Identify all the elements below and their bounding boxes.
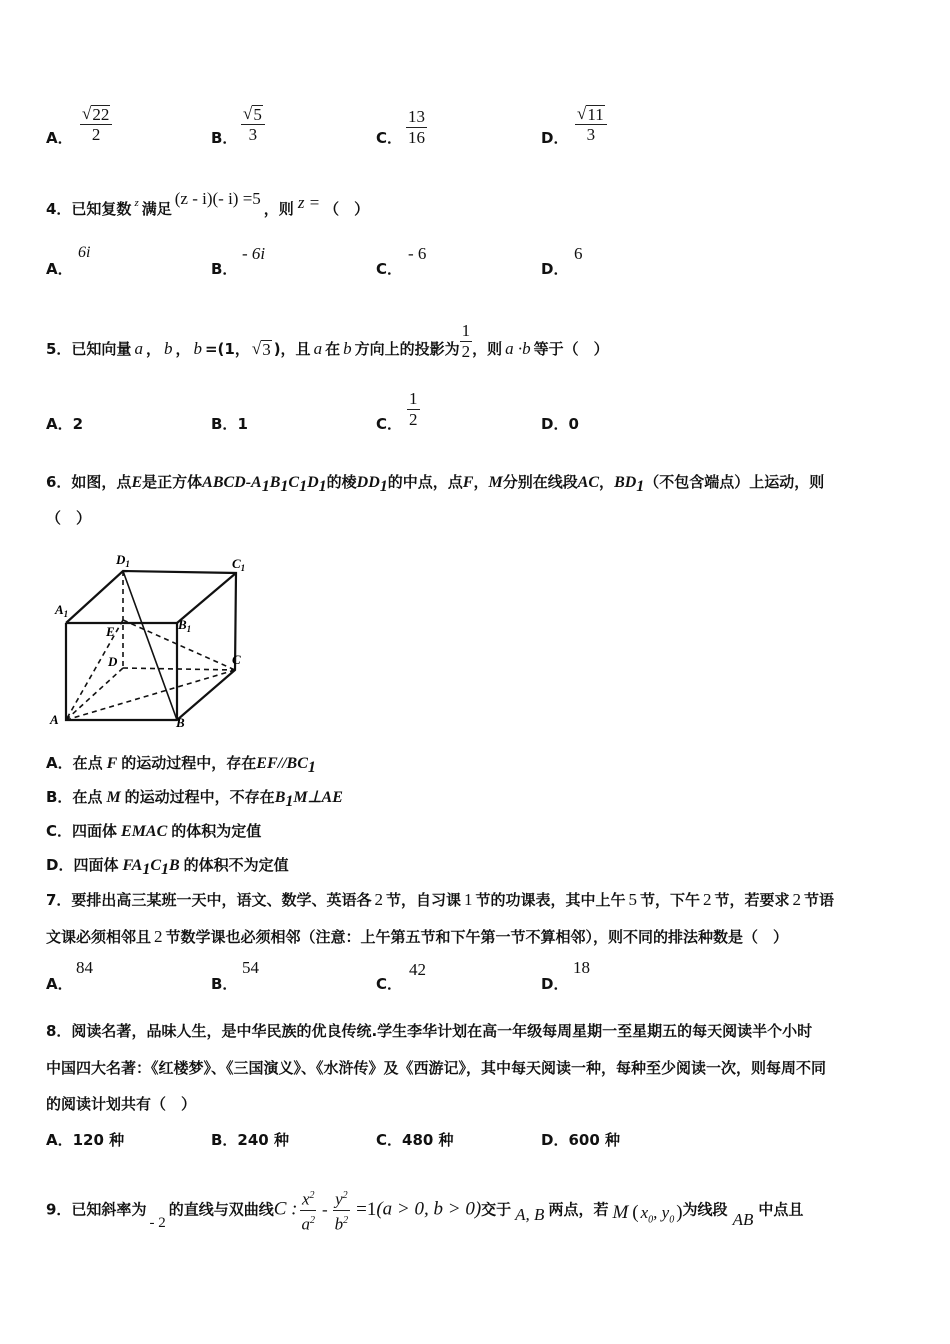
label-b: B (176, 715, 185, 730)
label-d: D (108, 654, 118, 669)
q3-option-d-value: √ 11 3 (575, 104, 607, 145)
q4-option-d-value: 6 (574, 244, 583, 263)
label-d1: $D_1$ (116, 552, 130, 569)
q7-stem-line2: 文课必须相邻且 2 节数学课也必须相邻（注意：上午第五节和下午第一节不算相邻），则不同的排法种数是（ ） (46, 927, 789, 946)
q6-stem-line1: 6．如图，点E是正方体ABCD-$A_1B_1C_1D_1$的棱$DD_1$的中点，点F，M分别在线段AC，$BD_1$（不包含端点）上运动，则 (46, 473, 825, 495)
q5-option-d: D．0 (541, 415, 579, 433)
q5-stem: 5．已知向量 a ， b ， b =(1， √ 3 )，且 a 在 b 方向上的投影为 $\frac{1}{2}$ ，则 a ·b 等于（ ） (46, 321, 609, 361)
q6-option-d: D．四面体 $FA_1C_1B$ 的体积不为定值 (46, 856, 289, 878)
q8-stem-line3: 的阅读计划共有（ ） (46, 1095, 197, 1113)
q7-option-a-value: 84 (76, 958, 93, 977)
q3-option-c-value: $\frac{13}{16}$ (408, 107, 425, 147)
q6-option-b: B．在点 M 的运动过程中，不存在$B_1M\perp AE$ (46, 788, 343, 810)
label-c: C (232, 652, 241, 667)
q7-stem-line1: 7．要排出高三某班一天中，语文、数学、英语各 2 节，自习课 1 节的功课表，其中上午 5 节，下午 2 节，若要求 2 节语 (46, 890, 835, 909)
q5-option-a: A．2 (46, 415, 84, 433)
label-b1: $B_1$ (178, 617, 192, 634)
q7-option-d-value: 18 (573, 958, 590, 977)
q6-stem-line2: （ ） (46, 509, 92, 527)
q8-option-a: A．120 种 (46, 1131, 125, 1149)
q4-option-b-label: B． (211, 260, 238, 278)
q8-stem-line1: 8．阅读名著，品味人生，是中华民族的优良传统.学生李华计划在高一年级每周星期一至星期五的每天阅读半个小时 (46, 1022, 813, 1040)
label-a1: $A_1$ (55, 602, 69, 619)
q4-option-b-value: - 6i (242, 244, 266, 263)
q9-stem: 9．已知斜率为- 2的直线与双曲线C : $\frac{x^2}{a^2}$ - $\frac{y^2}{b^2}$ =1(a > 0, b > 0)交于 A, B 两点，若 M ( $x_0$, $y_0$ )为线段 AB 中点且 (46, 1186, 803, 1234)
q5-option-c-label: C． (376, 415, 403, 433)
q4-option-a-label: A． (46, 260, 73, 278)
q7-option-a-label: A． (46, 975, 73, 993)
q3-option-b-label: B． (211, 129, 238, 147)
label-c1: $C_1$ (232, 556, 246, 573)
q6-option-a: A．在点 F 的运动过程中，存在$EF//BC_1$ (46, 754, 316, 776)
q8-stem-line2: 中国四大名著：《红楼梦》、《三国演义》、《水浒传》及《西游记》，其中每天阅读一种，每种至少阅读一次，则每周不同 (46, 1059, 827, 1077)
q4-option-d-label: D． (541, 260, 569, 278)
q8-option-c: C．480 种 (376, 1131, 454, 1149)
q4-stem: 4．已知复数 $^z$ 满足(z - i)(- i) =5，则 z = （ ） (46, 189, 370, 218)
q4-option-c-value: - 6 (408, 244, 427, 263)
q7-option-c-label: C． (376, 975, 403, 993)
label-a: A (50, 712, 59, 727)
q3-option-d-label: D． (541, 129, 569, 147)
q3-option-b-value: √ 5 3 (241, 104, 265, 145)
q5-option-c-value: $\frac{1}{2}$ (409, 389, 418, 429)
q4-option-c-label: C． (376, 260, 403, 278)
q7-option-b-label: B． (211, 975, 238, 993)
q3-option-a-label: A． (46, 129, 73, 147)
edge-d-c (123, 668, 235, 670)
edge-b1-c1 (177, 573, 236, 623)
cube-figure (44, 548, 254, 733)
q5-option-b: B．1 (211, 415, 248, 433)
diagonal-b-d1 (123, 571, 177, 720)
q8-option-b: B．240 种 (211, 1131, 289, 1149)
q3-option-a-value: √ 22 2 (80, 104, 112, 145)
diagonal-a-c (66, 670, 235, 720)
q7-option-c-value: 42 (409, 960, 426, 979)
q4-option-a-value: 6i (78, 244, 91, 261)
q3-option-c-label: C． (376, 129, 403, 147)
q7-option-b-value: 54 (242, 958, 259, 977)
q6-option-c: C．四面体 EMAC 的体积为定值 (46, 822, 262, 840)
q8-option-d: D．600 种 (541, 1131, 620, 1149)
label-e: E (106, 624, 115, 639)
q7-option-d-label: D． (541, 975, 569, 993)
